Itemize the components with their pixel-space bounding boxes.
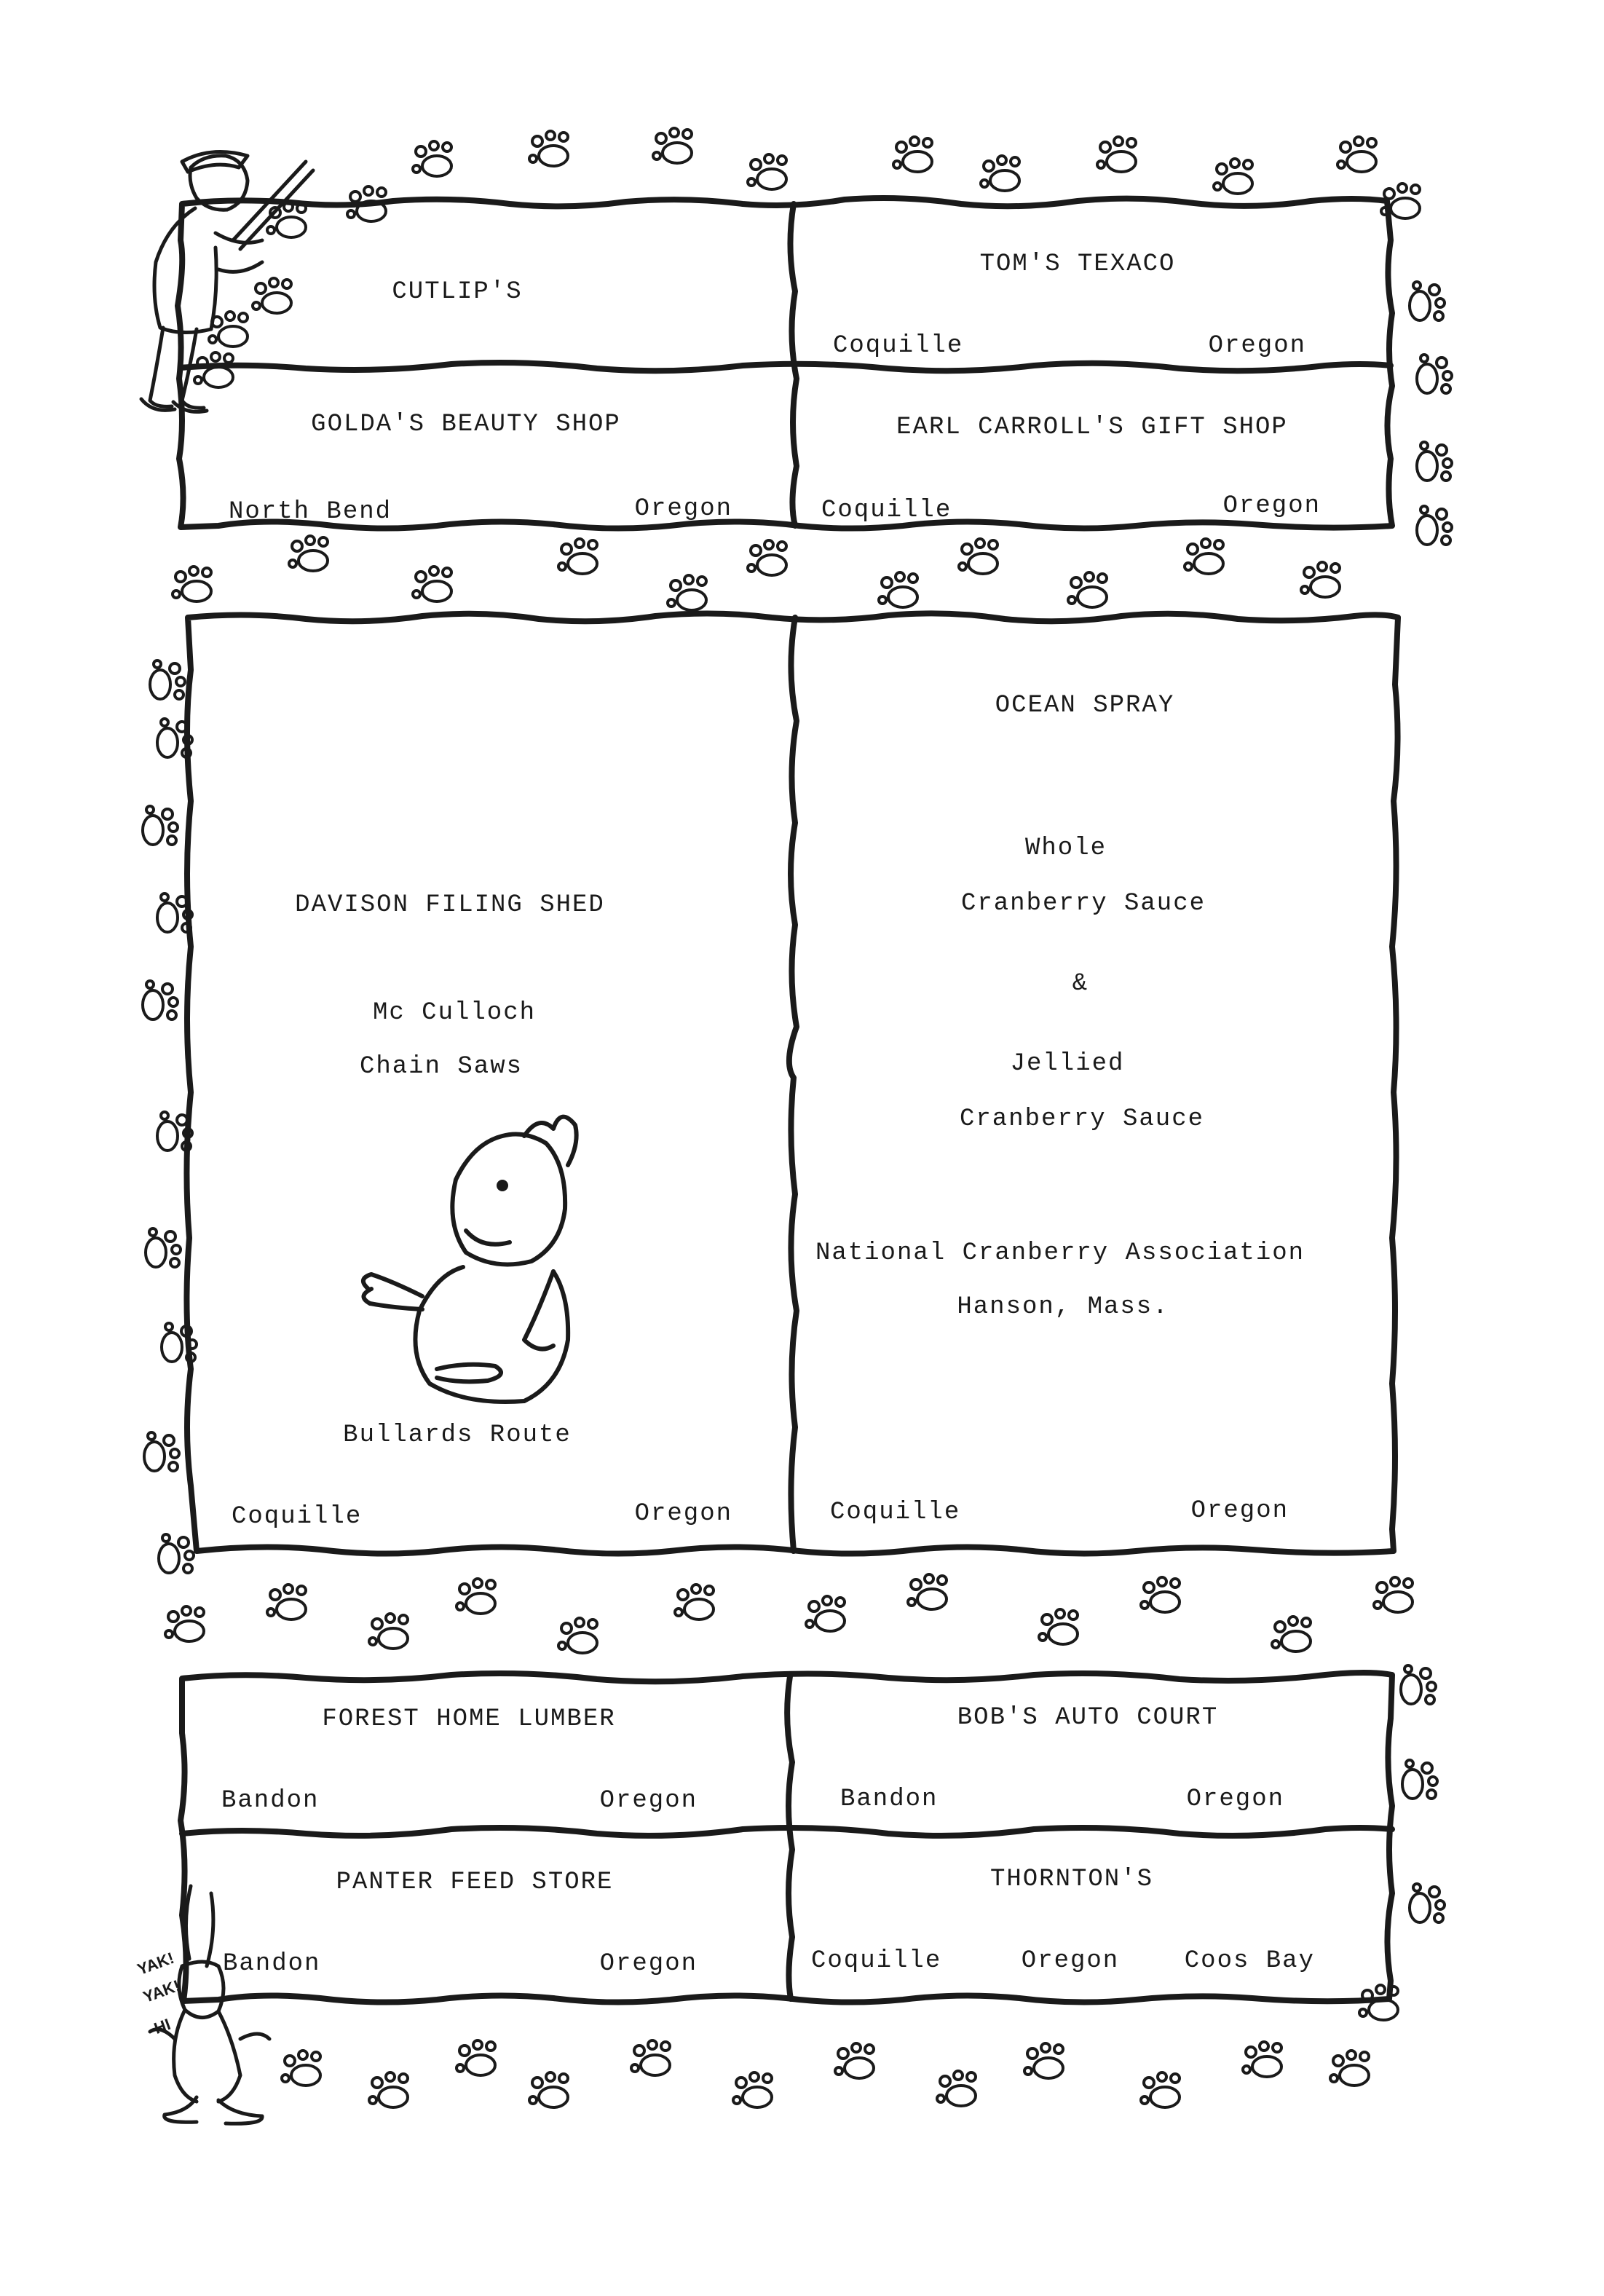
goldas-state: Oregon xyxy=(634,495,732,523)
animal-track-icon xyxy=(159,1534,194,1573)
animal-track-icon xyxy=(653,128,692,163)
bobs-auto-state: Oregon xyxy=(1186,1786,1284,1813)
animal-track-icon xyxy=(165,1606,204,1641)
panter-city: Bandon xyxy=(223,1950,321,1978)
animal-track-icon xyxy=(267,1585,306,1620)
animal-track-icon xyxy=(558,1618,597,1653)
animal-track-icon xyxy=(1214,159,1252,194)
davison-name: DAVISON FILING SHED xyxy=(295,891,605,919)
animal-track-icon xyxy=(413,567,451,601)
cutlips-name: CUTLIP'S xyxy=(392,278,523,306)
laughing-rabbit-icon xyxy=(150,1886,269,2123)
rabbit-yak-2: YAK! xyxy=(141,1976,183,2007)
animal-track-icon xyxy=(413,141,451,176)
forest-home-name: FOREST HOME LUMBER xyxy=(322,1705,616,1733)
davison-city: Coquille xyxy=(232,1503,363,1531)
rabbit-yak-1: YAK! xyxy=(135,1948,177,1979)
animal-track-icon xyxy=(1417,355,1452,393)
animal-track-icon xyxy=(529,2072,568,2107)
animal-track-icon xyxy=(631,2040,670,2075)
animal-track-icon xyxy=(529,131,568,166)
animal-track-icon xyxy=(282,2051,320,2086)
ocean-spray-line3: Jellied xyxy=(1010,1050,1125,1078)
bobs-auto-name: BOB'S AUTO COURT xyxy=(957,1704,1219,1732)
goldas-name: GOLDA'S BEAUTY SHOP xyxy=(311,411,621,438)
animal-track-icon xyxy=(558,539,597,574)
bottom-vertical-divider xyxy=(787,1676,792,1999)
animal-track-icon xyxy=(1338,137,1376,172)
thorntons-city3: Coos Bay xyxy=(1184,1947,1315,1975)
animal-track-icon xyxy=(143,981,178,1019)
earl-carroll-city: Coquille xyxy=(821,497,952,524)
animal-track-icon xyxy=(748,154,786,189)
toms-texaco-city: Coquille xyxy=(833,332,964,360)
hunter-with-rifle-icon xyxy=(141,152,313,412)
goldas-city: North Bend xyxy=(229,498,392,526)
animal-track-icon xyxy=(675,1585,714,1620)
ocean-spray-line4: Cranberry Sauce xyxy=(959,1105,1205,1133)
animal-track-icon xyxy=(879,572,917,607)
earl-carroll-name: EARL CARROLL'S GIFT SHOP xyxy=(896,414,1288,441)
animal-track-icon xyxy=(150,660,185,699)
ocean-spray-line1: Whole xyxy=(1024,835,1107,862)
ocean-spray-association: National Cranberry Association xyxy=(815,1239,1305,1267)
animal-track-icon xyxy=(209,312,248,347)
thorntons-name: THORNTON'S xyxy=(989,1866,1154,1893)
animal-track-icon xyxy=(1374,1577,1413,1612)
animal-track-icon xyxy=(937,2071,976,2106)
animal-track-icon xyxy=(253,278,291,313)
animal-track-icon xyxy=(908,1574,947,1609)
animal-track-icon xyxy=(668,575,706,610)
animal-track-icon xyxy=(369,2072,408,2107)
animal-track-icon xyxy=(1410,282,1445,320)
animal-track-icon xyxy=(806,1596,845,1631)
animal-track-icon xyxy=(1401,1665,1436,1704)
forest-home-state: Oregon xyxy=(599,1787,698,1815)
earl-carroll-state: Oregon xyxy=(1222,492,1321,520)
panter-state: Oregon xyxy=(599,1950,698,1978)
animal-track-icon xyxy=(1330,2051,1369,2086)
ocean-spray-amp: & xyxy=(1072,970,1089,998)
animal-track-icon xyxy=(835,2043,874,2078)
animal-track-icon xyxy=(1068,572,1107,607)
waving-man-icon xyxy=(363,1117,577,1402)
thorntons-city2: Oregon xyxy=(1021,1947,1120,1975)
toms-texaco-state: Oregon xyxy=(1208,332,1306,360)
animal-track-icon xyxy=(457,2040,495,2075)
ocean-spray-city: Coquille xyxy=(830,1499,961,1526)
forest-home-city: Bandon xyxy=(221,1787,320,1815)
middle-vertical-divider xyxy=(789,618,797,1551)
top-horizontal-divider xyxy=(181,363,1391,371)
ocean-spray-state: Oregon xyxy=(1190,1497,1289,1525)
animal-track-icon xyxy=(146,1228,181,1267)
panter-name: PANTER FEED STORE xyxy=(336,1869,614,1896)
davison-route: Bullards Route xyxy=(343,1421,572,1449)
animal-track-icon xyxy=(959,539,997,574)
animal-track-icon xyxy=(1039,1609,1078,1644)
animal-track-icon xyxy=(893,137,932,172)
animal-track-icon xyxy=(144,1432,179,1471)
animal-track-icon xyxy=(748,540,786,575)
animal-track-icon xyxy=(457,1579,495,1614)
davison-line1: Mc Culloch xyxy=(372,999,537,1027)
animal-track-icon xyxy=(733,2072,772,2107)
toms-texaco-name: TOM'S TEXACO xyxy=(979,250,1176,278)
animal-track-icon xyxy=(1141,2072,1180,2107)
rabbit-yak-3: HI xyxy=(151,2015,173,2038)
davison-state: Oregon xyxy=(634,1500,732,1528)
animal-track-icon xyxy=(1097,137,1136,172)
animal-track-icon xyxy=(1402,1760,1437,1799)
animal-track-icon xyxy=(143,806,178,845)
animal-track-icon xyxy=(369,1614,408,1649)
ocean-spray-line2: Cranberry Sauce xyxy=(960,890,1206,918)
ocean-spray-location: Hanson, Mass. xyxy=(957,1293,1169,1321)
animal-track-icon xyxy=(1243,2042,1281,2077)
animal-track-icon xyxy=(173,567,211,601)
animal-track-icon xyxy=(1024,2043,1063,2078)
animal-track-icon xyxy=(1417,506,1452,545)
animal-track-icon xyxy=(267,202,306,237)
animal-track-icon xyxy=(981,156,1019,191)
animal-track-icon xyxy=(1410,1884,1445,1922)
animal-track-icon xyxy=(289,536,328,571)
animal-track-icon xyxy=(1185,539,1223,574)
bobs-auto-city: Bandon xyxy=(840,1786,939,1813)
animal-track-icon xyxy=(1272,1617,1311,1652)
davison-line2: Chain Saws xyxy=(359,1053,524,1081)
ocean-spray-name: OCEAN SPRAY xyxy=(995,692,1175,719)
thorntons-city1: Coquille xyxy=(811,1947,942,1975)
animal-track-icon xyxy=(1141,1577,1180,1612)
animal-track-icon xyxy=(1417,442,1452,481)
animal-track-icon xyxy=(194,352,233,387)
animal-track-icon xyxy=(1301,562,1340,597)
